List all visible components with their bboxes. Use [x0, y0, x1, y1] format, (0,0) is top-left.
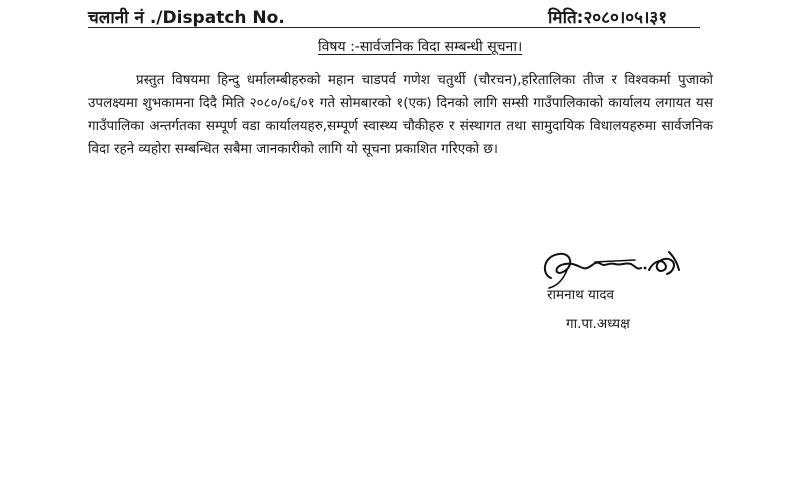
signatory-name: रामनाथ यादव: [547, 287, 614, 303]
document-date: मिति:२०८०।०५।३१: [548, 8, 668, 28]
notice-subject: विषय :-सार्वजनिक विदा सम्बन्धी सूचना।: [318, 39, 523, 55]
handwritten-signature: [537, 244, 687, 290]
header-divider: [88, 27, 700, 28]
dispatch-number: चलानी नं ./Dispatch No.: [88, 8, 285, 28]
signatory-title: गा.पा.अध्यक्ष: [566, 316, 630, 332]
notice-body: प्रस्तुत विषयमा हिन्दु धर्मालम्बीहरुको महान चाडपर्व गणेश चतुर्थी (चौरचन),हरितालिका तीज र विश्वकर्मा पुजाको उपलक्ष्यमा शुभकामना दिदै मिति २०८०/०६/०१ गते सोमबारको १(एक) दिनको लागि सम्सी गाउँपालिकाको कार्यालय लगायत यस गाउँपालिका अन्तर्गतका सम्पूर्ण वडा कार्यालयहरु,सम्पूर्ण स्वास्थ्य चौकीहरु र संस्थागत तथा सामुदायिक विधालयहरुमा सार्वजनिक विदा रहने व्यहोरा सम्बन्धित सबैमा जानकारीको लागि यो सूचना प्रकाशित गरिएको छ।: [88, 72, 713, 157]
